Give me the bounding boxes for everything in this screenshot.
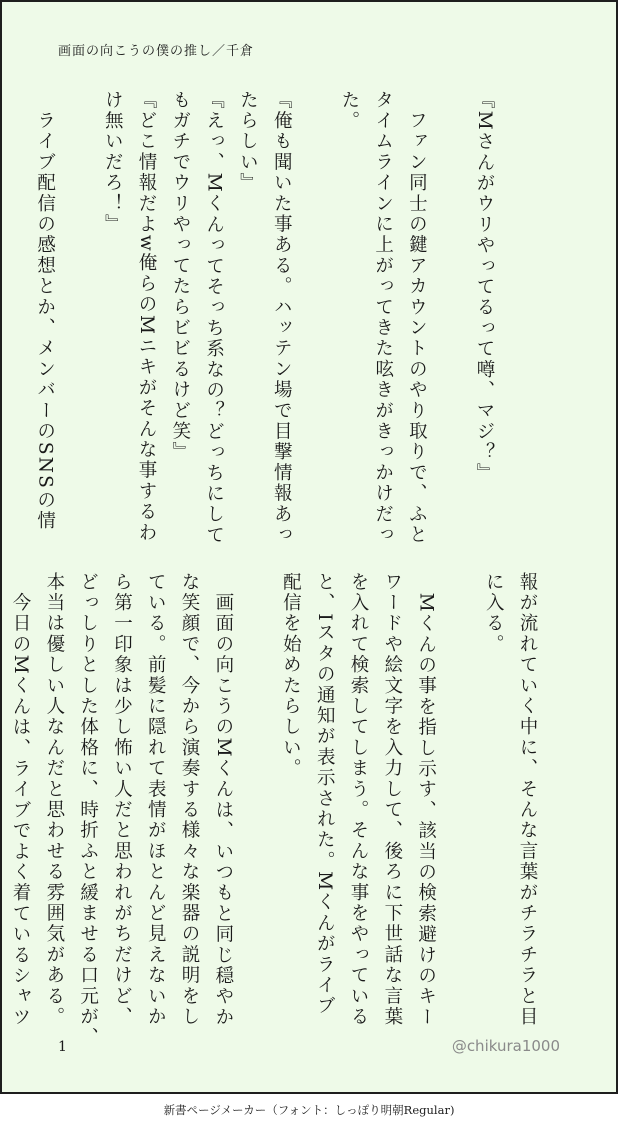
- text-column: ら第一印象は少し怖い人だと思われがちだけど、: [111, 572, 133, 1028]
- text-column: たらしい』: [237, 90, 259, 194]
- text-column: [433, 90, 467, 510]
- text-column: 配信を始めたらしい。: [280, 572, 302, 779]
- author-credit: @chikura1000: [451, 1037, 560, 1055]
- text-column: 本当は優しい人なんだと思わせる雰囲気がある。: [43, 572, 65, 1028]
- text-column: ている。前髪に隠れて表情がほとんど見えないか: [145, 572, 167, 1028]
- text-column: た。: [338, 90, 360, 132]
- page-number: 1: [58, 1039, 67, 1055]
- text-block-top: [28, 90, 501, 546]
- text-column: ファン同士の鍵アカウントのやり取りで、ふと: [406, 90, 428, 546]
- text-column: 画面の向こうのMくんは、いつもと同じ穏やか: [212, 572, 234, 1028]
- text-column: どっしりとした体格に、時折ふと緩ませる口元が、: [77, 572, 99, 1049]
- text-column: [62, 90, 96, 510]
- text-column: 今日のMくんは、ライブでよく着ているシャツ: [10, 572, 32, 1028]
- page-title: 画面の向こうの僕の推し／千倉: [58, 44, 255, 59]
- text-column: 『俺も聞いた事ある。ハッテン場で目撃情報あっ: [271, 90, 293, 546]
- text-column: 報が流れていく中に、そんな言葉がチラチラと目: [517, 572, 538, 1028]
- text-column: な笑顔で、今から演奏する様々な楽器の説明をし: [179, 572, 201, 1028]
- text-column: に入る。: [483, 572, 505, 655]
- text-column: [298, 90, 332, 510]
- text-column: 『どこ情報だよw俺らのMニキがそんな事するわ: [136, 90, 158, 544]
- text-column: け無いだろ！』: [102, 90, 124, 235]
- text-column: 『Mさんがウリやってるって噂、マジ？』: [474, 90, 495, 484]
- text-column: もガチでウリやってたらビビるけど笑』: [169, 90, 191, 463]
- text-column: [443, 572, 477, 992]
- text-column: タイムラインに上がってきた呟きがきっかけだっ: [372, 90, 394, 546]
- text-column: 『えっ、Mくんってそっち系なの？どっちにして: [203, 90, 225, 546]
- text-column: と、Iスタの通知が表示された。Mくんがライブ: [314, 572, 336, 1017]
- text-column: ライブ配信の感想とか、メンバーのSNSの情: [34, 90, 56, 532]
- text-column: [240, 572, 274, 992]
- text-column: ワードや絵文字を入力して、後ろに下世話な言葉: [381, 572, 403, 1028]
- text-column: を入れて検索してしまう。そんな事をやっている: [348, 572, 370, 1028]
- text-column: Mくんの事を指し示す、該当の検索避けのキー: [415, 572, 437, 1028]
- maker-caption: 新書ページメーカー（フォント：しっぽり明朝Regular): [163, 1103, 455, 1117]
